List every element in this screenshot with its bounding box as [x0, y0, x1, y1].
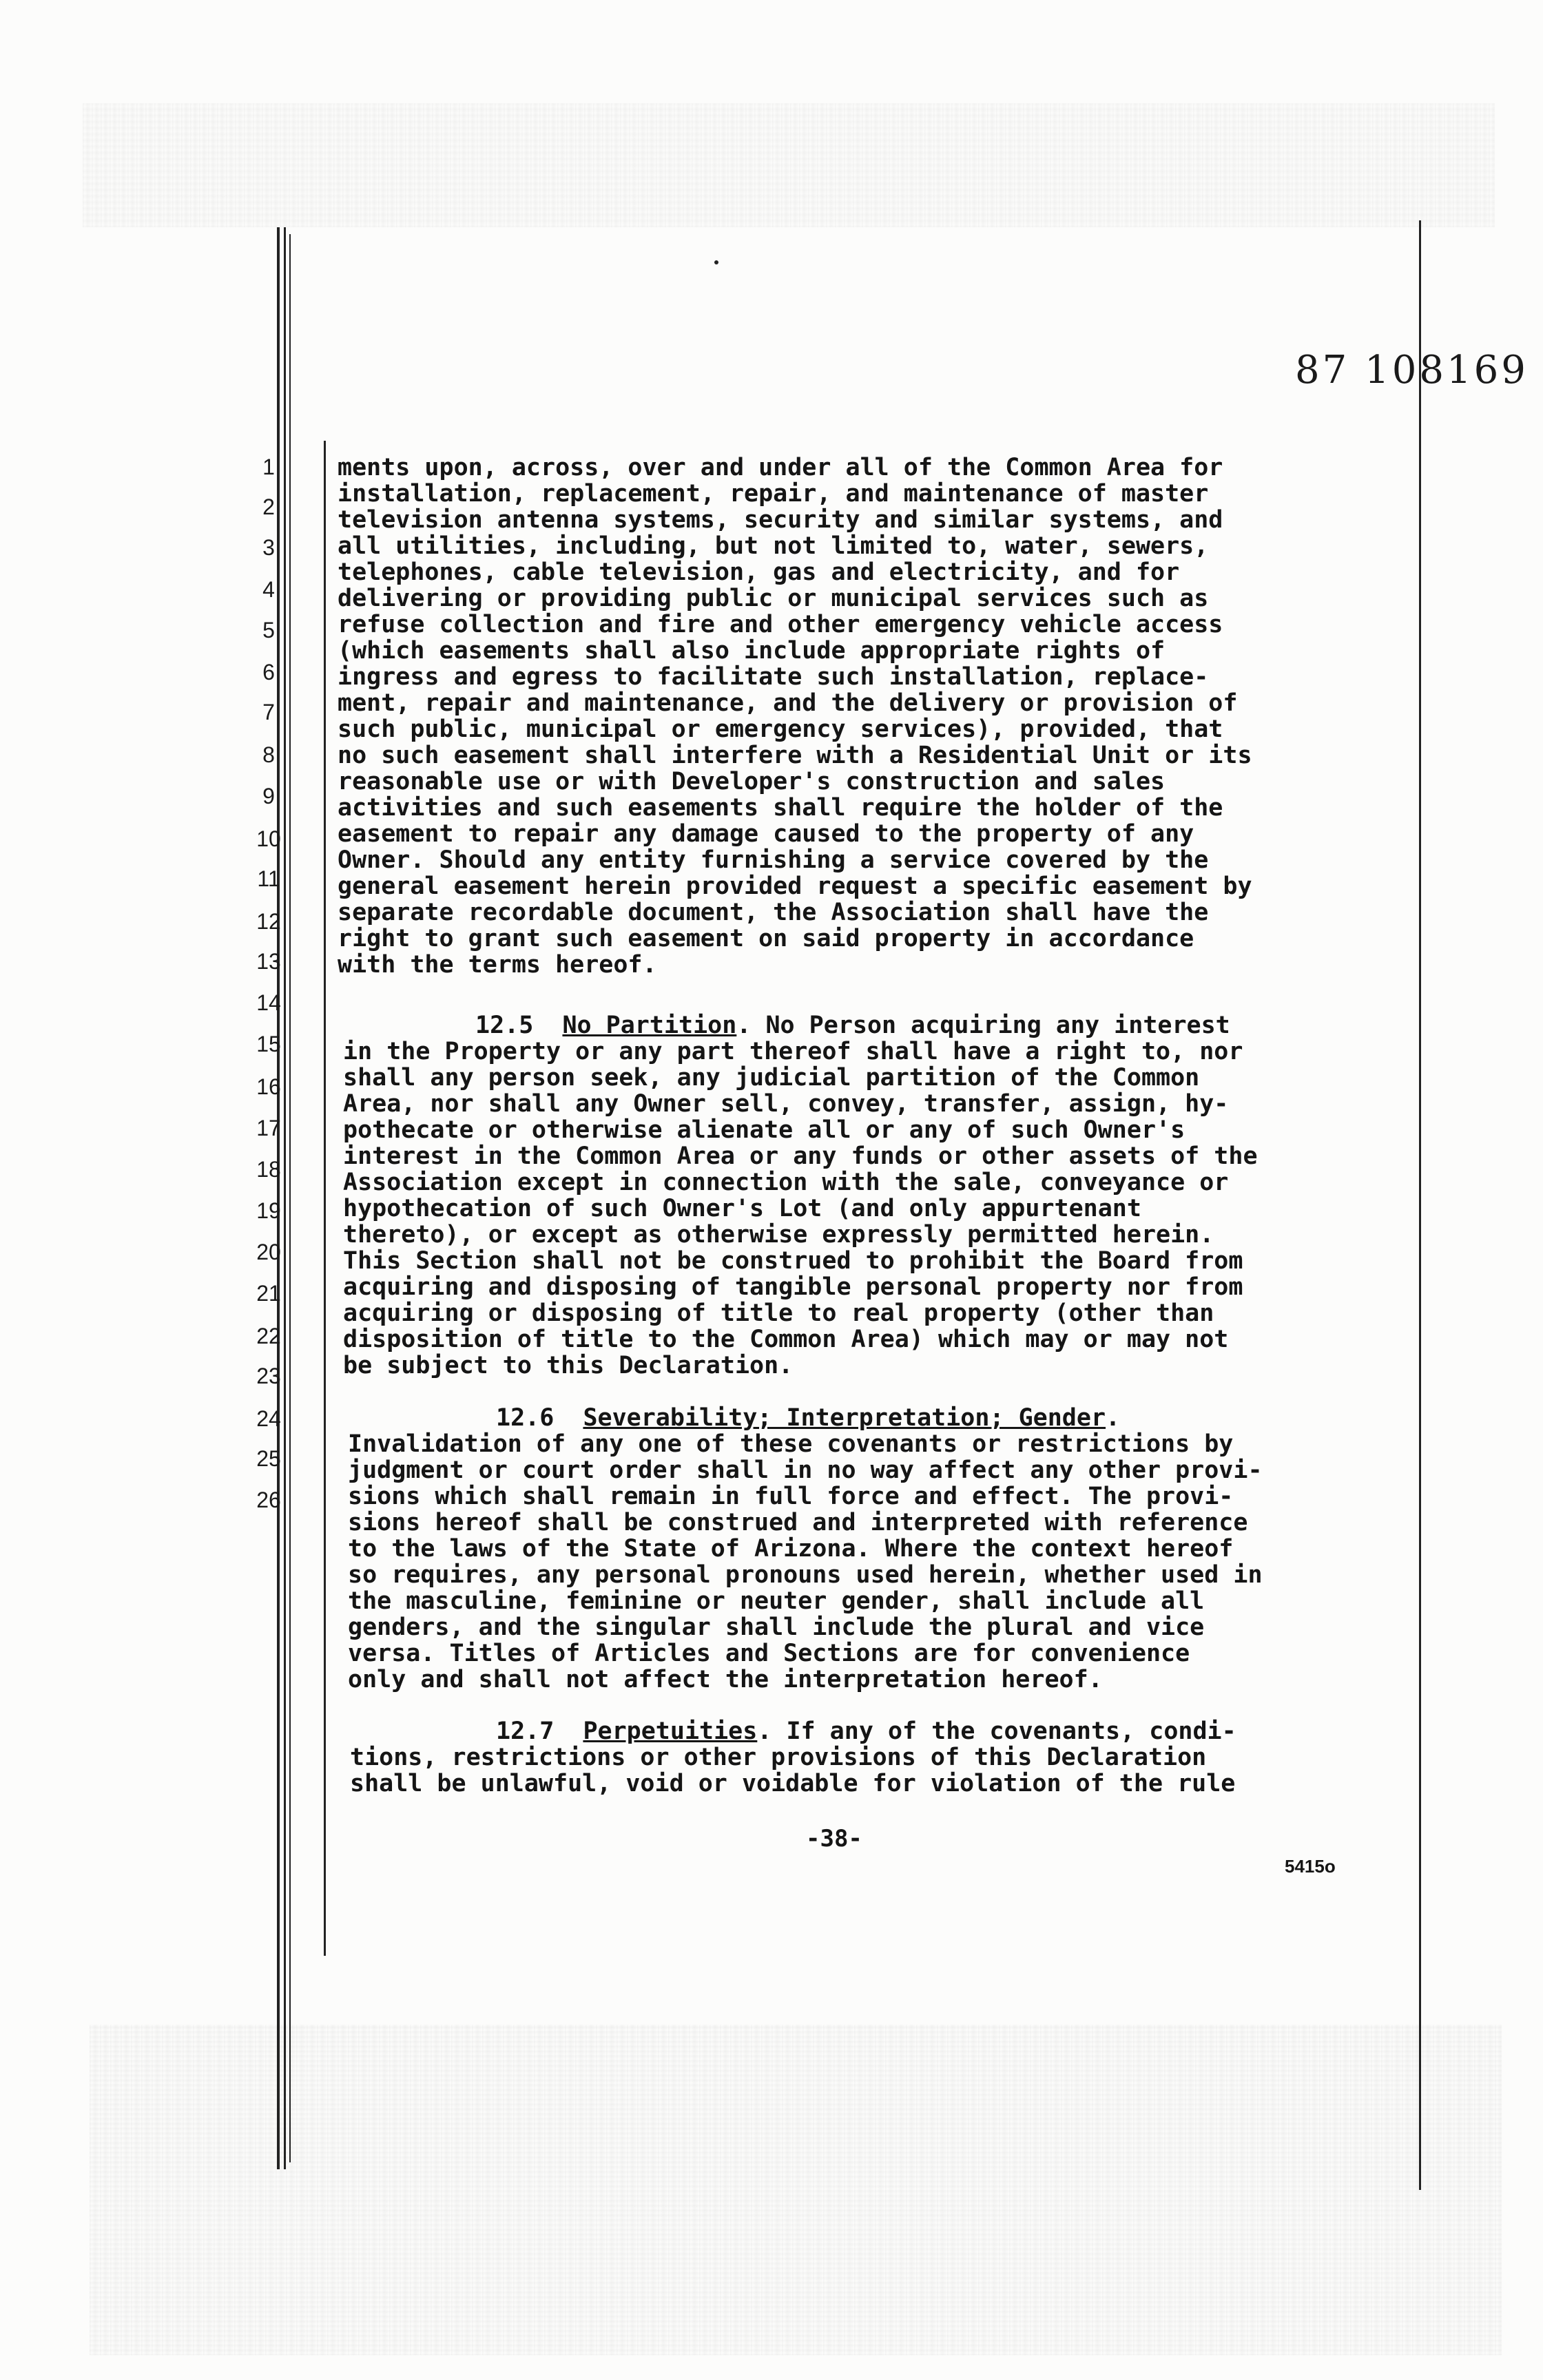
line-number: 2: [262, 494, 275, 519]
text-line: reasonable use or with Developer's construction and sales: [338, 768, 1166, 795]
text-line: such public, municipal or emergency services), provided, that: [338, 716, 1223, 743]
line-number: 14: [256, 990, 281, 1015]
text-line: all utilities, including, but not limited to, water, sewers,: [338, 532, 1209, 560]
line-number: 4: [262, 577, 275, 602]
text-line: Invalidation of any one of these covenants or restrictions by: [348, 1430, 1234, 1458]
text-line: This Section shall not be construed to prohibit the Board from: [343, 1247, 1243, 1275]
section-heading-line: [496, 1405, 1120, 1431]
line-number: 13: [256, 949, 281, 974]
text-line: to the laws of the State of Arizona. Where the context hereof: [348, 1535, 1234, 1563]
left-border-line: [289, 234, 291, 2162]
text-line: easement to repair any damage caused to the property of any: [338, 820, 1194, 848]
text-line: delivering or providing public or municipal services such as: [338, 585, 1209, 612]
line-number: 26: [256, 1488, 281, 1512]
section-title: Perpetuities: [583, 1718, 758, 1745]
text-line: ingress and egress to facilitate such installation, replace-: [338, 663, 1209, 691]
text-line: refuse collection and fire and other emergency vehicle access: [338, 611, 1223, 638]
text-line: sions hereof shall be construed and interpreted with reference: [348, 1509, 1248, 1536]
section-number: 12.6: [496, 1404, 569, 1432]
text-line: thereto), or except as otherwise expressly permitted herein.: [343, 1221, 1214, 1249]
text-line: ment, repair and maintenance, and the delivery or provision of: [338, 689, 1238, 717]
text-line: Owner. Should any entity furnishing a service covered by the: [338, 846, 1209, 874]
text-line: (which easements shall also include appropriate rights of: [338, 637, 1166, 665]
text-line: installation, replacement, repair, and maintenance of master: [338, 480, 1209, 508]
line-number: 19: [256, 1198, 281, 1223]
line-number: 22: [256, 1324, 281, 1348]
text-line: genders, and the singular shall include the plural and vice: [348, 1614, 1205, 1641]
text-line: judgment or court order shall in no way affect any other provi-: [348, 1457, 1263, 1484]
batch-code: 5415o: [1285, 1856, 1336, 1877]
text-line: be subject to this Declaration.: [343, 1352, 794, 1379]
line-number: 11: [257, 866, 280, 891]
text-line: interest in the Common Area or any funds or other assets of the: [343, 1142, 1258, 1170]
section-title: No Partition: [562, 1012, 737, 1039]
line-number: 21: [256, 1281, 281, 1306]
line-number: 9: [262, 784, 275, 808]
line-number: 7: [262, 700, 275, 724]
line-number: 18: [256, 1157, 281, 1182]
section-text: .: [1106, 1404, 1121, 1432]
scan-noise-top: [83, 103, 1495, 227]
text-line: hypothecation of such Owner's Lot (and only appurtenant: [343, 1195, 1141, 1222]
line-number: 25: [256, 1446, 281, 1471]
section-number: 12.5: [475, 1012, 548, 1039]
text-line: versa. Titles of Articles and Sections are for convenience: [348, 1640, 1190, 1667]
line-number: 12: [256, 909, 281, 934]
text-line: Association except in connection with the sale, conveyance or: [343, 1169, 1229, 1196]
text-line: telephones, cable television, gas and electricity, and for: [338, 559, 1180, 586]
text-line: ments upon, across, over and under all of the Common Area for: [338, 454, 1223, 481]
line-number: 5: [262, 618, 275, 643]
line-number: 23: [256, 1364, 281, 1388]
line-number: 6: [262, 660, 275, 685]
section-heading-line: [475, 1012, 1230, 1038]
text-line: general easement herein provided request a specific easement by: [338, 873, 1252, 900]
text-line: in the Property or any part thereof shall have a right to, nor: [343, 1038, 1243, 1065]
text-line: separate recordable document, the Association shall have the: [338, 899, 1209, 926]
line-number: 15: [256, 1032, 281, 1056]
page-number: -38-: [806, 1825, 862, 1852]
section-number: 12.7: [496, 1718, 569, 1745]
text-line: activities and such easements shall require the holder of the: [338, 794, 1223, 822]
text-line: pothecate or otherwise alienate all or any of such Owner's: [343, 1116, 1185, 1144]
text-line: right to grant such easement on said property in accordance: [338, 925, 1194, 952]
text-line: tions, restrictions or other provisions of this Declaration: [350, 1744, 1207, 1771]
text-line: only and shall not affect the interpretation hereof.: [348, 1666, 1103, 1693]
text-line: no such easement shall interfere with a Residential Unit or its: [338, 742, 1252, 769]
line-number: 1: [262, 455, 275, 479]
scan-noise-bottom: [90, 2025, 1502, 2355]
scan-speck: [714, 260, 718, 264]
recording-number: 87 108169: [1295, 348, 1529, 393]
section-heading-line: [496, 1718, 1236, 1744]
text-line: Area, nor shall any Owner sell, convey, transfer, assign, hy-: [343, 1090, 1229, 1118]
line-number: 3: [262, 535, 275, 560]
line-number: 17: [256, 1116, 281, 1140]
text-line: sions which shall remain in full force and effect. The provi-: [348, 1483, 1234, 1510]
section-text: . No Person acquiring any interest: [736, 1012, 1230, 1039]
line-number: 24: [256, 1406, 281, 1431]
text-line: television antenna systems, security and similar systems, and: [338, 506, 1223, 534]
line-number: 20: [256, 1240, 281, 1264]
text-line: so requires, any personal pronouns used herein, whether used in: [348, 1561, 1263, 1589]
text-line: shall be unlawful, void or voidable for violation of the rule: [350, 1770, 1236, 1797]
right-border-line: [1419, 220, 1421, 2190]
line-number-rule: [324, 441, 326, 1956]
section-text: . If any of the covenants, condi-: [757, 1718, 1236, 1745]
line-number: 10: [256, 826, 281, 851]
text-line: disposition of title to the Common Area) which may or may not: [343, 1326, 1229, 1353]
line-number: 8: [262, 742, 275, 767]
text-line: with the terms hereof.: [338, 951, 657, 979]
line-number: 16: [256, 1074, 281, 1099]
text-line: acquiring and disposing of tangible personal property nor from: [343, 1273, 1243, 1301]
section-title: Severability; Interpretation; Gender: [583, 1404, 1106, 1432]
text-line: the masculine, feminine or neuter gender, shall include all: [348, 1587, 1205, 1615]
text-line: acquiring or disposing of title to real property (other than: [343, 1299, 1214, 1327]
text-line: shall any person seek, any judicial partition of the Common: [343, 1064, 1200, 1092]
